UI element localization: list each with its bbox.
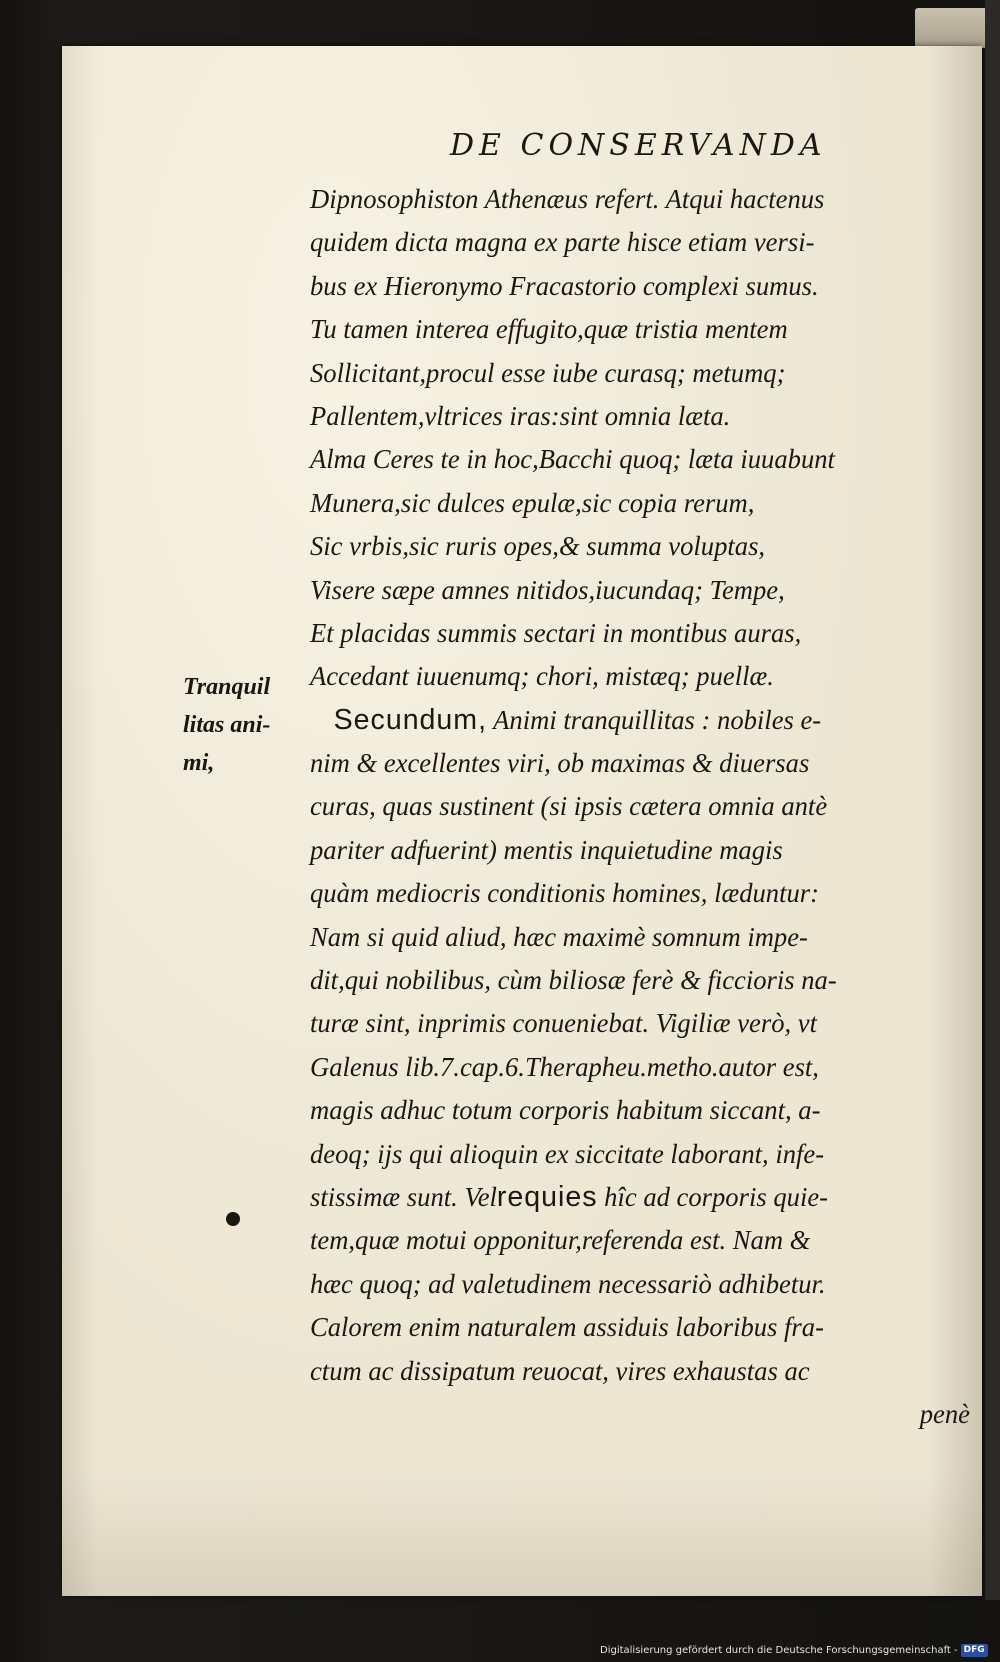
text-line: Nam si quid aliud, hæc maximè somnum impe- xyxy=(310,921,808,952)
verse-line: Sic vrbis,sic ruris opes,& summa voluptas, xyxy=(310,531,766,562)
credit-text: Digitalisierung gefördert durch die Deutsche Forschungsgemeinschaft - xyxy=(600,1645,958,1656)
lead-word: Secundum, xyxy=(333,703,488,736)
text-line: turæ sint, inprimis conueniebat. Vigiliæ verò, vt xyxy=(310,1008,817,1039)
requies-word: requies xyxy=(496,1180,598,1213)
margin-note-line: Tranquil xyxy=(183,674,271,700)
text-line: deoq; ijs qui alioquin ex siccitate laborant, infe- xyxy=(310,1138,825,1169)
text-line: bus ex Hieronymo Fracastorio complexi sumus. xyxy=(310,270,819,301)
verse-line: Munera,sic dulces epulæ,sic copia rerum, xyxy=(310,487,755,518)
margin-bullet-mark xyxy=(226,1212,240,1226)
text-line: Galenus lib.7.cap.6.Therapheu.metho.autor est, xyxy=(310,1051,819,1082)
verse-line: Accedant iuuenumq; chori, mistæq; puellæ. xyxy=(310,661,774,692)
text-line: tem,quæ motui opponitur,referenda est. Nam & xyxy=(310,1225,811,1256)
text-line: dit,qui nobilibus, cùm biliosæ ferè & ficcioris na- xyxy=(310,965,837,996)
line-start: stissimæ sunt. Vel xyxy=(310,1181,497,1212)
catchword: penè xyxy=(919,1398,970,1429)
text-line: Dipnosophiston Athenæus refert. Atqui hactenus xyxy=(310,184,825,214)
scan-edge xyxy=(985,0,1000,1600)
dfg-logo: DFG xyxy=(961,1644,988,1657)
digitization-credit xyxy=(600,1642,996,1660)
verse-line: Tu tamen interea effugito,quæ tristia mentem xyxy=(310,314,788,345)
margin-note-line: litas ani- xyxy=(183,712,271,738)
verse-line: Pallentem,vltrices iras:sint omnia læta. xyxy=(310,400,731,431)
text-line: nim & excellentes viri, ob maximas & diuersas xyxy=(310,748,810,779)
text-line: Calorem enim naturalem assiduis laboribus fra- xyxy=(310,1312,824,1343)
text-line: curas, quas sustinent (si ipsis cætera omnia antè xyxy=(310,791,828,822)
body-text xyxy=(310,178,980,1436)
margin-note-line: mi, xyxy=(183,750,215,776)
lead-line-rest: Animi tranquillitas : nobiles e- xyxy=(487,704,822,735)
text-line: magis adhuc totum corporis habitum siccant, a- xyxy=(310,1095,821,1126)
verse-line: Et placidas summis sectari in montibus auras, xyxy=(310,617,802,648)
verse-line: Sollicitant,procul esse iube curasq; metumq; xyxy=(310,357,786,388)
line-rest: hîc ad corporis quie- xyxy=(597,1181,829,1212)
margin-note xyxy=(183,668,303,782)
verse-line: Alma Ceres te in hoc,Bacchi quoq; læta iuuabunt xyxy=(310,444,835,475)
text-line: quàm mediocris conditionis homines, læduntur: xyxy=(310,878,819,909)
paragraph-first-line xyxy=(310,699,970,742)
text-line: pariter adfuerint) mentis inquietudine magis xyxy=(310,834,783,865)
text-line: ctum ac dissipatum reuocat, vires exhaustas ac xyxy=(310,1355,810,1386)
verse-line: Visere sæpe amnes nitidos,iucundaq; Tempe, xyxy=(310,574,785,605)
requies-line xyxy=(310,1176,970,1219)
text-line: quidem dicta magna ex parte hisce etiam versi- xyxy=(310,227,815,258)
running-head: DE CONSERVANDA xyxy=(450,128,827,163)
text-line: hæc quoq; ad valetudinem necessariò adhibetur. xyxy=(310,1268,826,1299)
